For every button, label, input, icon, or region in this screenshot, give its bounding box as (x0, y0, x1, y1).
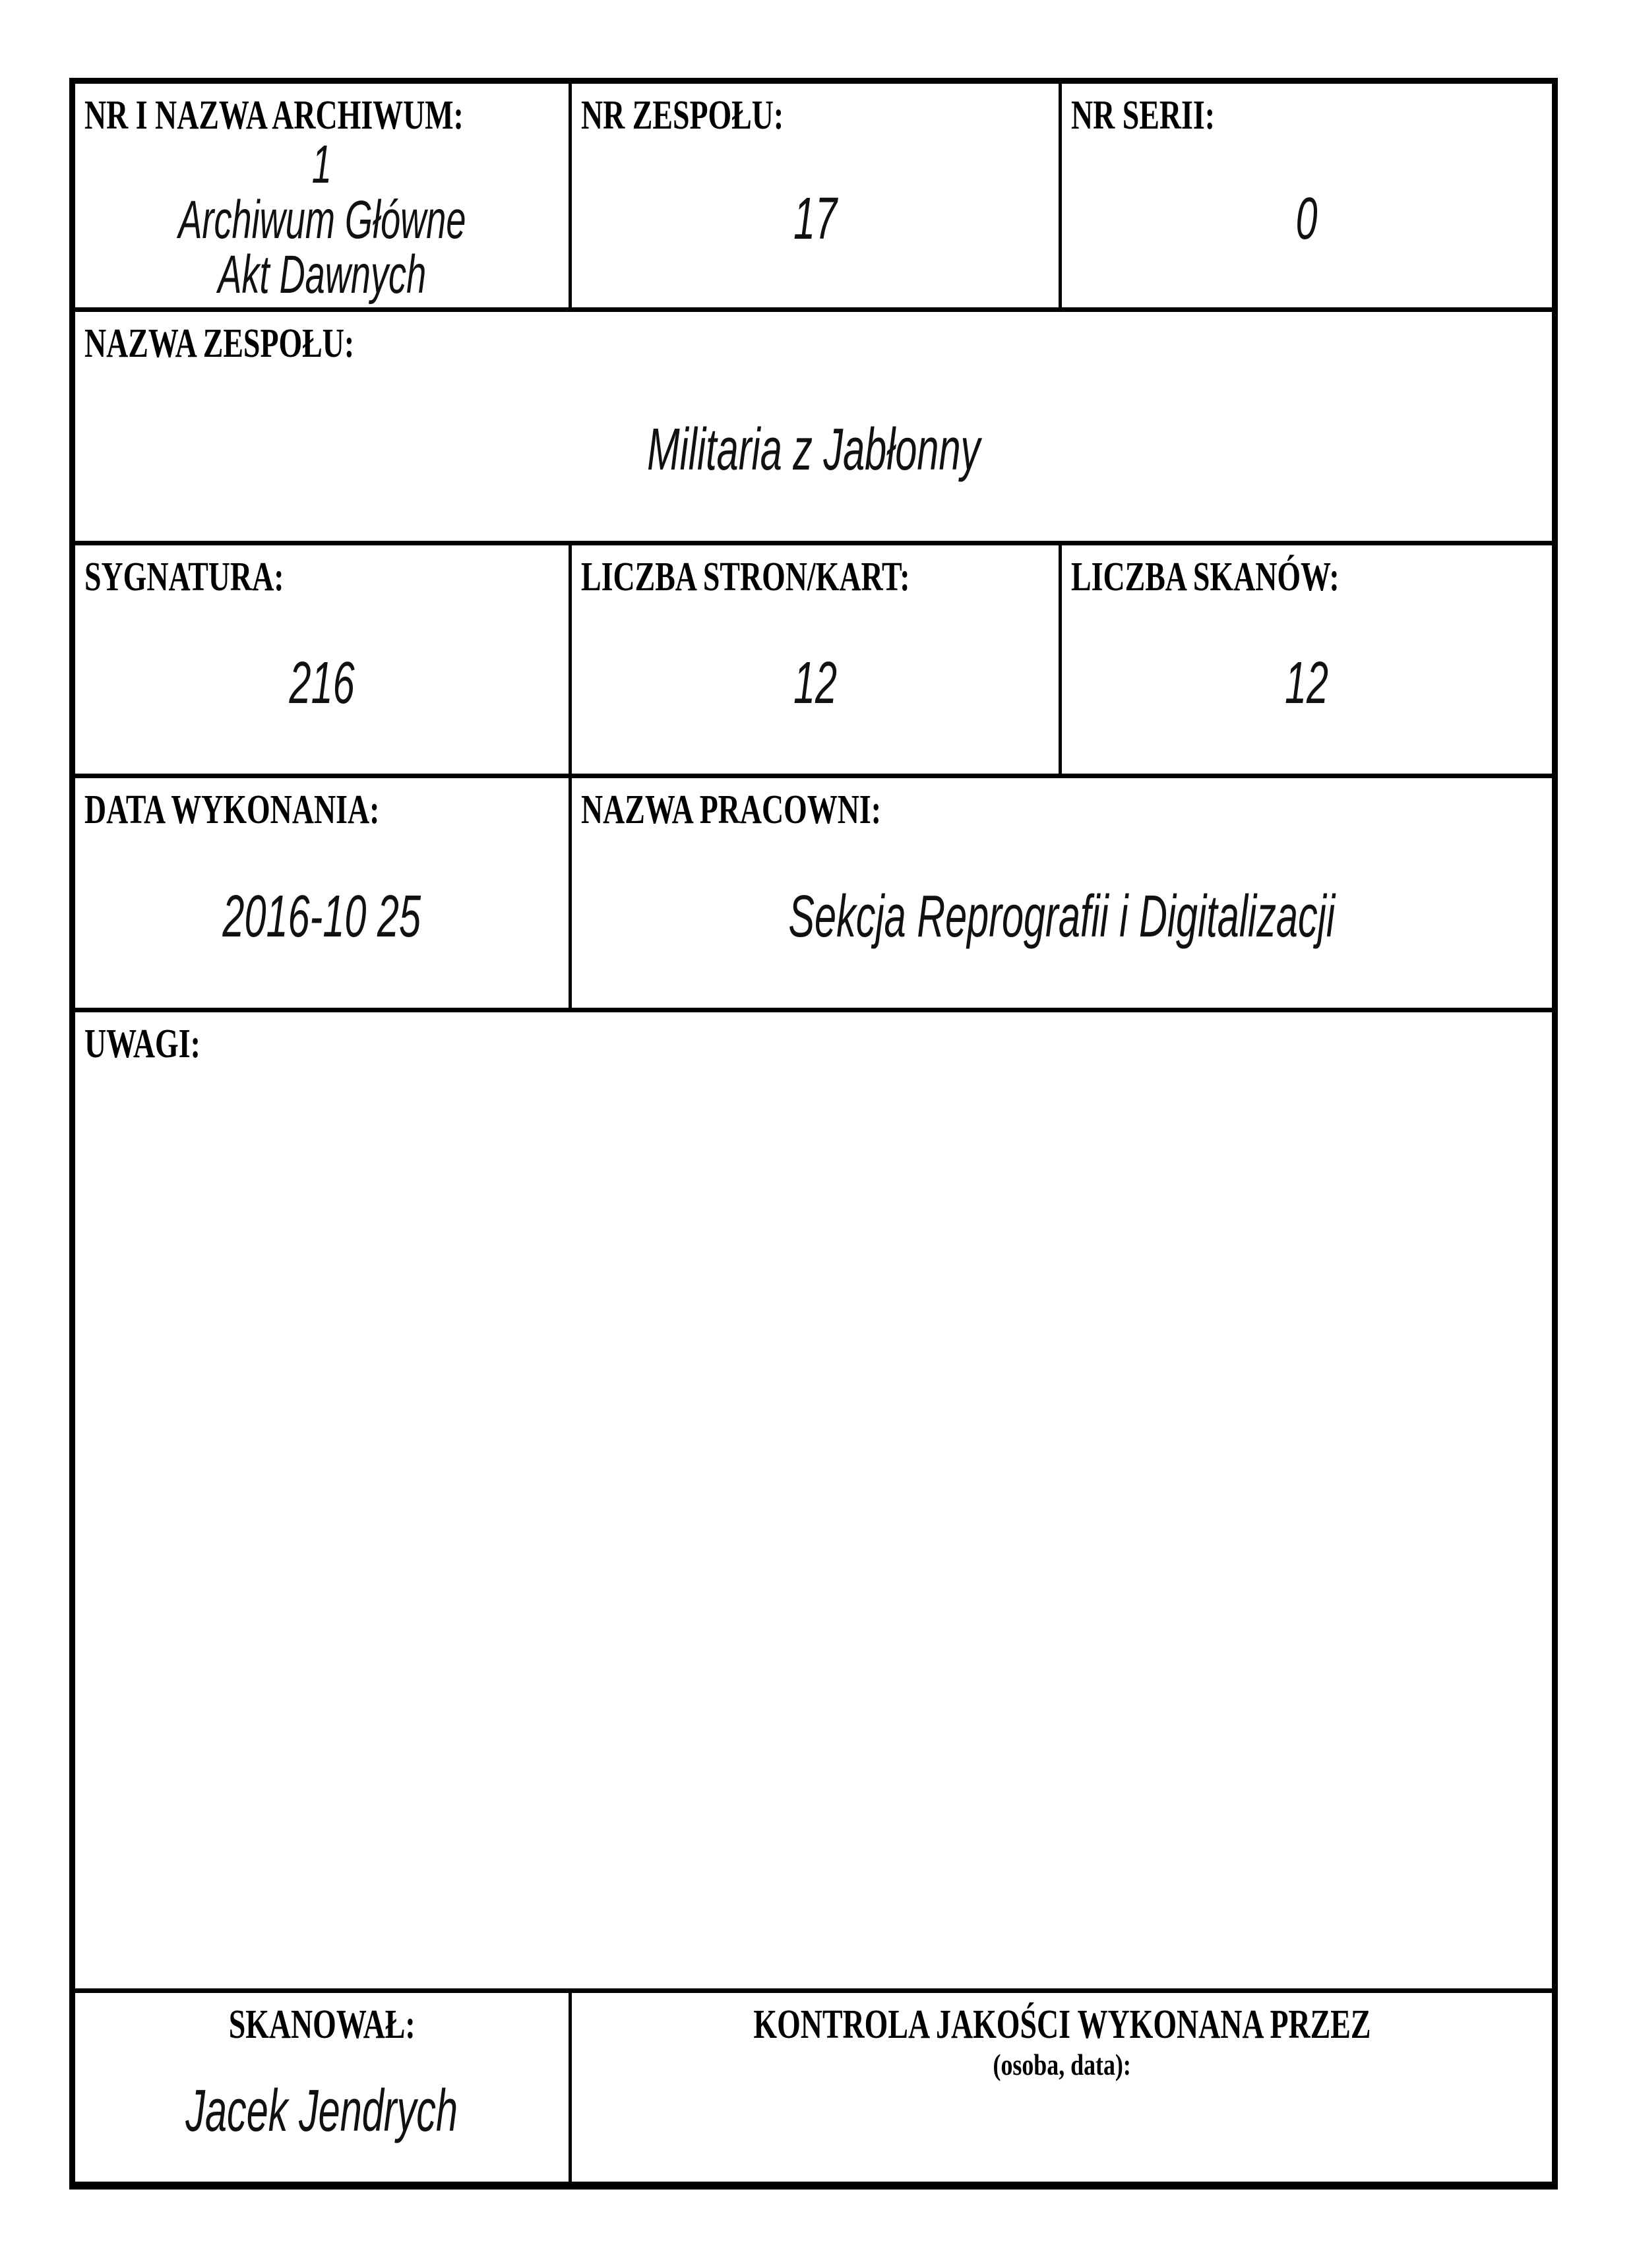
quality-control-sublabel: (osoba, data): (993, 2048, 1131, 2082)
fonds-number-label: NR ZESPOŁU: (581, 93, 784, 138)
series-number-label: NR SERII: (1071, 93, 1215, 138)
archive-label: NR I NAZWA ARCHIWUM: (84, 93, 464, 138)
field-archive (75, 84, 572, 307)
field-scanned-by (75, 1993, 572, 2182)
fonds-number-value: 17 (793, 186, 838, 253)
scanned-by-label: SKANOWAŁ: (228, 2002, 416, 2047)
field-scans-count (1062, 545, 1552, 774)
row-signoff (75, 1993, 1552, 2182)
workshop-name-label: NAZWA PRACOWNI: (581, 787, 881, 832)
remarks-label: UWAGI: (84, 1022, 201, 1066)
quality-control-label: KONTROLA JAKOŚCI WYKONANA PRZEZ (753, 2002, 1371, 2047)
archive-number-value: 1 (311, 135, 332, 195)
field-fonds-number (572, 84, 1062, 307)
row-execution (75, 778, 1552, 1012)
pages-count-label: LICZBA STRON/KART: (581, 555, 910, 599)
fonds-name-label: NAZWA ZESPOŁU: (84, 321, 355, 366)
field-fonds-name (75, 312, 1552, 541)
row-counts (75, 545, 1552, 778)
row-fonds-name (75, 312, 1552, 545)
row-archive-info (75, 84, 1552, 312)
workshop-name-value: Sekcja Reprografii i Digitalizacji (788, 883, 1336, 950)
series-number-value: 0 (1295, 186, 1318, 253)
execution-date-value: 2016-10 25 (222, 883, 421, 950)
archive-name-value-line2: Akt Dawnych (218, 245, 426, 305)
scans-count-value: 12 (1285, 650, 1329, 716)
field-series-number (1062, 84, 1552, 307)
execution-date-label: DATA WYKONANIA: (84, 787, 380, 832)
fonds-name-value: Militaria z Jabłonny (646, 417, 981, 483)
field-execution-date (75, 778, 572, 1008)
field-remarks (75, 1012, 1552, 1988)
field-quality-control (572, 1993, 1552, 2182)
signature-value: 216 (289, 650, 355, 716)
field-pages-count (572, 545, 1062, 774)
scan-metadata-form (69, 78, 1558, 2190)
archive-name-value-line1: Archiwum Główne (177, 189, 466, 250)
row-remarks (75, 1012, 1552, 1993)
scanned-by-value: Jacek Jendrych (185, 2077, 458, 2144)
field-signature (75, 545, 572, 774)
scans-count-label: LICZBA SKANÓW: (1071, 555, 1340, 599)
field-workshop-name (572, 778, 1552, 1008)
pages-count-value: 12 (793, 650, 838, 716)
signature-label: SYGNATURA: (84, 555, 284, 599)
